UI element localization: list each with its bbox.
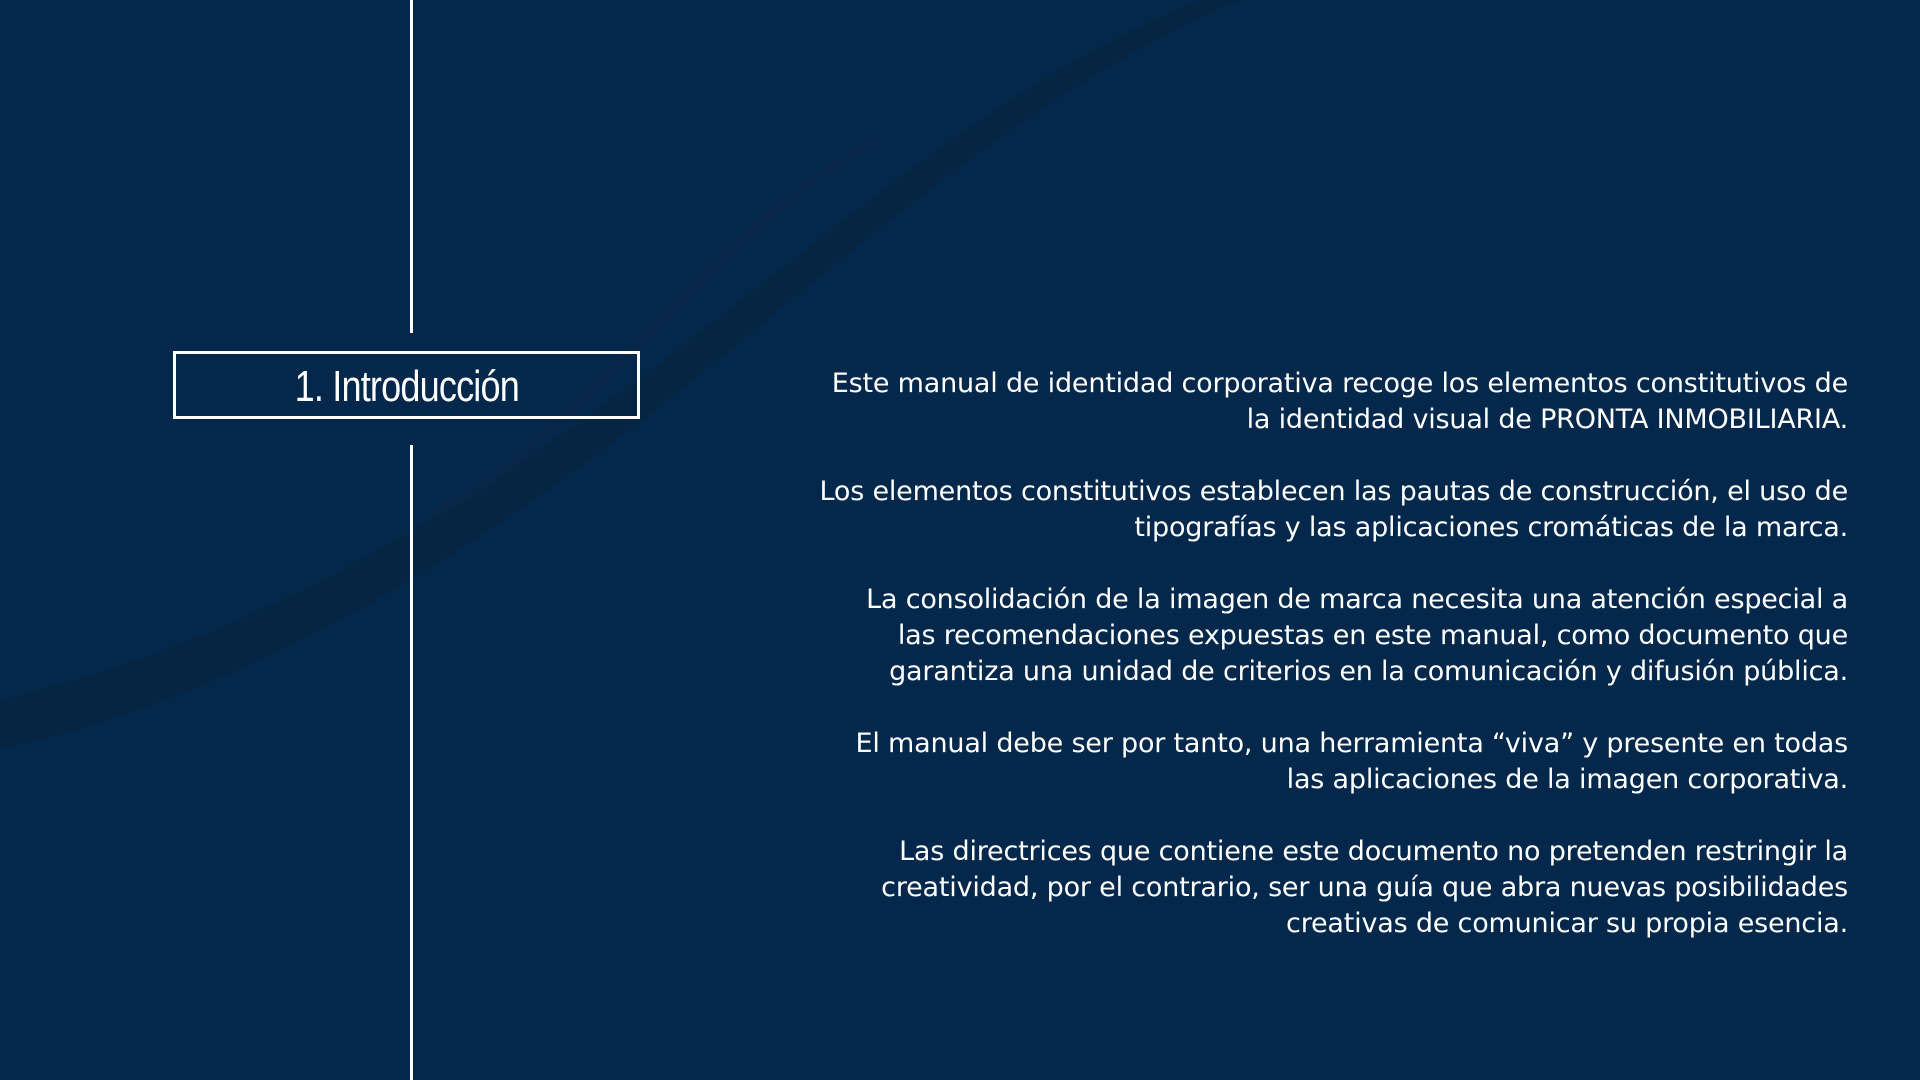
paragraph-line: El manual debe ser por tanto, una herramienta “viva” y presente en todas xyxy=(855,728,1848,759)
paragraph-line: creatividad, por el contrario, ser una guía que abra nuevas posibilidades xyxy=(881,872,1848,903)
paragraph-line: creativas de comunicar su propia esencia. xyxy=(1286,908,1848,939)
paragraph xyxy=(800,834,1848,942)
intro-text xyxy=(800,366,1848,978)
paragraph-line: Los elementos constitutivos establecen las pautas de construcción, el uso de xyxy=(819,476,1848,507)
paragraph-line: la identidad visual de PRONTA INMOBILIARIA. xyxy=(1246,404,1848,435)
paragraph-line: La consolidación de la imagen de marca necesita una atención especial a xyxy=(866,584,1848,615)
vertical-divider-bottom xyxy=(410,445,413,1080)
paragraph xyxy=(800,474,1848,546)
vertical-divider-top xyxy=(410,0,413,333)
paragraph xyxy=(800,366,1848,438)
paragraph xyxy=(800,726,1848,798)
paragraph-line: las recomendaciones expuestas en este manual, como documento que xyxy=(897,620,1848,651)
section-title: 1. Introducción xyxy=(294,362,519,411)
paragraph-line: Este manual de identidad corporativa recoge los elementos constitutivos de xyxy=(831,368,1848,399)
paragraph-line: tipografías y las aplicaciones cromáticas de la marca. xyxy=(1134,512,1848,543)
section-title-box xyxy=(173,351,640,419)
paragraph-line: Las directrices que contiene este documento no pretenden restringir la xyxy=(899,836,1848,867)
paragraph xyxy=(800,582,1848,690)
paragraph-line: garantiza una unidad de criterios en la comunicación y difusión pública. xyxy=(889,656,1848,687)
paragraph-line: las aplicaciones de la imagen corporativa. xyxy=(1286,764,1848,795)
